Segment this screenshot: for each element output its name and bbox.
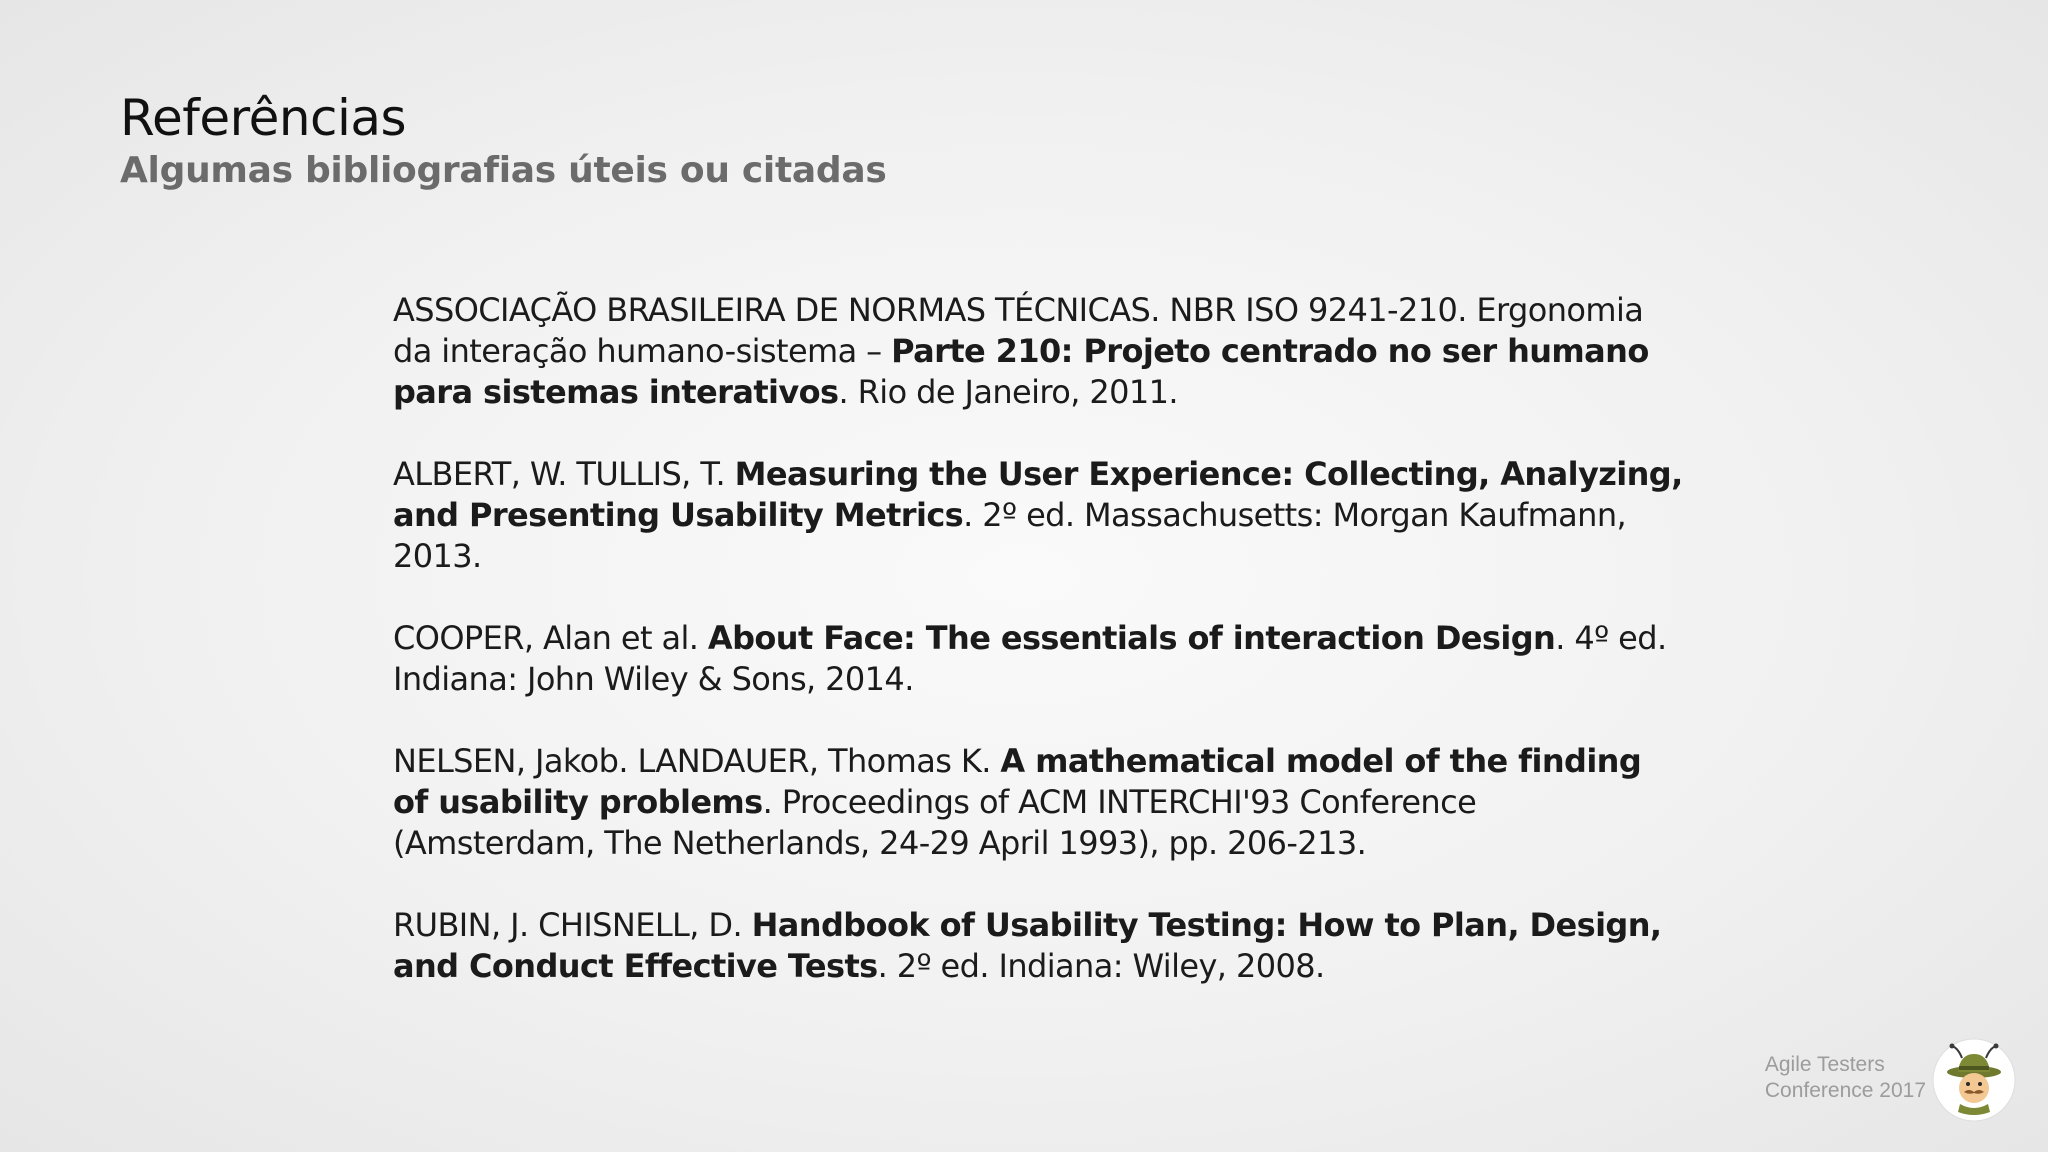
conference-footer [1765,1052,1926,1104]
reference-details: . 2º ed. Indiana: Wiley, 2008. [877,947,1325,985]
reference-item [393,454,1683,577]
reference-authors: COOPER, Alan et al. [393,619,708,657]
reference-details: . 4º ed. Indiana: John Wiley & Sons, 2014. [393,619,1667,698]
reference-title: Parte 210: Projeto centrado no ser humano para sistemas interativos [393,332,1649,411]
reference-details: . 2º ed. Massachusetts: Morgan Kaufmann, 2013. [393,496,1627,575]
page-subtitle: Algumas bibliografias úteis ou citadas [120,150,887,191]
reference-list [393,290,1683,1028]
reference-title: Measuring the User Experience: Collecting, Analyzing, and Presenting Usability Metrics [393,455,1683,534]
reference-details: . Rio de Janeiro, 2011. [838,373,1178,411]
page-title: Referências [120,89,407,147]
reference-authors: ASSOCIAÇÃO BRASILEIRA DE NORMAS TÉCNICAS. NBR ISO 9241-210. Ergonomia da interação humano-sistema – [393,291,1644,370]
reference-authors: NELSEN, Jakob. LANDAUER, Thomas K. [393,742,1001,780]
reference-item [393,741,1683,864]
reference-item [393,905,1683,987]
footer-line-2: Conference 2017 [1764,1079,1926,1102]
reference-title: About Face: The essentials of interaction Design [707,619,1556,657]
reference-item [393,290,1683,413]
reference-item [393,618,1683,700]
explorer-mascot-icon [1932,1038,2016,1122]
reference-authors: RUBIN, J. CHISNELL, D. [393,906,752,944]
reference-authors: ALBERT, W. TULLIS, T. [393,455,735,493]
footer-line-1: Agile Testers [1764,1053,1885,1076]
reference-details: . Proceedings of ACM INTERCHI'93 Conference (Amsterdam, The Netherlands, 24-29 April 1993), pp. 206-213. [393,783,1477,862]
reference-title: A mathematical model of the finding of usability problems [393,742,1642,821]
reference-title: Handbook of Usability Testing: How to Plan, Design, and Conduct Effective Tests [393,906,1662,985]
